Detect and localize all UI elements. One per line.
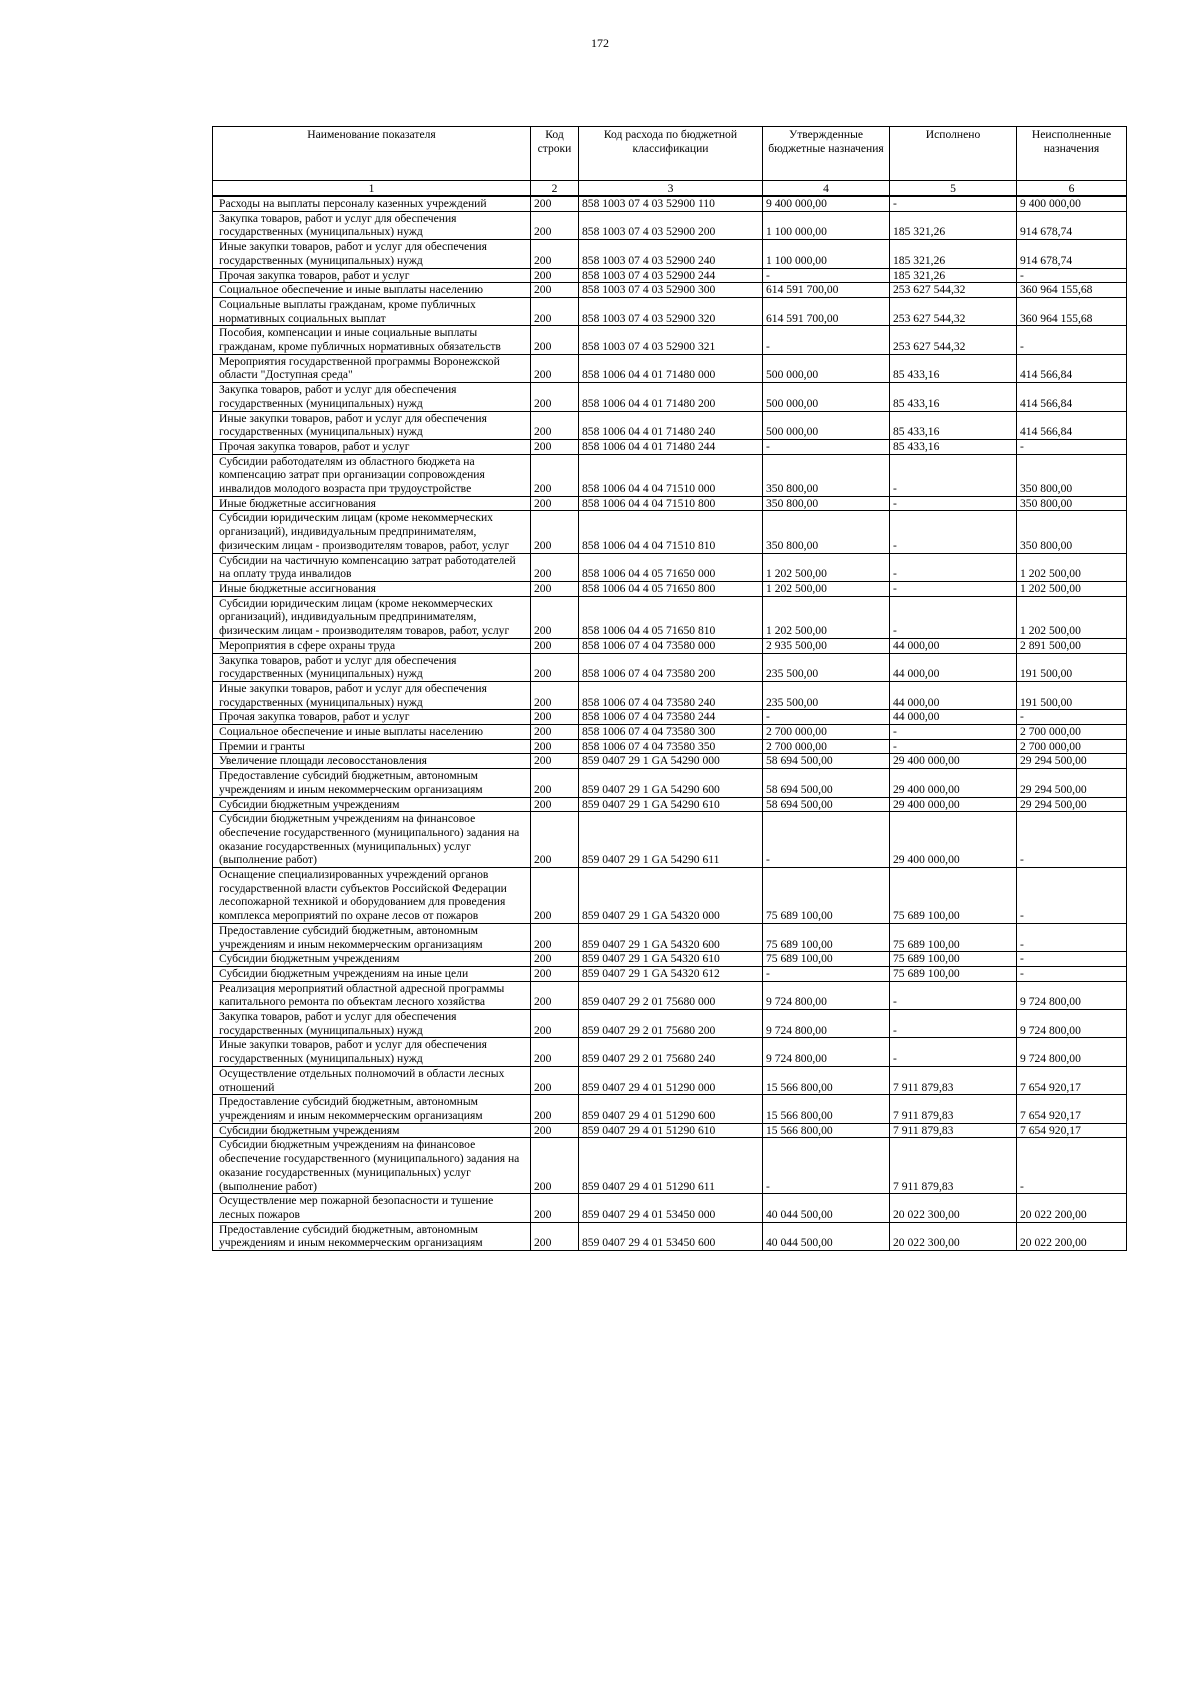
indicator-name-cell: Субсидии бюджетным учреждениям	[213, 952, 531, 967]
line-code-cell: 200	[531, 553, 579, 581]
table-row	[213, 283, 1127, 298]
executed-amount-cell: 44 000,00	[890, 638, 1017, 653]
indicator-name-cell: Закупка товаров, работ и услуг для обеспечения государственных (муниципальных) нужд	[213, 653, 531, 681]
classification-code-cell: 858 1006 07 4 04 73580 200	[579, 653, 763, 681]
approved-amount-cell: 58 694 500,00	[763, 754, 890, 769]
line-code-cell: 200	[531, 240, 579, 268]
table-row	[213, 710, 1127, 725]
unexecuted-amount-cell: 9 724 800,00	[1017, 1010, 1127, 1038]
indicator-name-cell: Прочая закупка товаров, работ и услуг	[213, 439, 531, 454]
unexecuted-amount-cell: -	[1017, 923, 1127, 951]
classification-code-cell: 858 1003 07 4 03 52900 240	[579, 240, 763, 268]
classification-code-cell: 859 0407 29 4 01 53450 600	[579, 1222, 763, 1250]
approved-amount-cell: 350 800,00	[763, 454, 890, 496]
classification-code-cell: 858 1006 07 4 04 73580 240	[579, 681, 763, 709]
classification-code-cell: 859 0407 29 4 01 51290 600	[579, 1095, 763, 1123]
table-row	[213, 496, 1127, 511]
approved-amount-cell: 1 202 500,00	[763, 596, 890, 638]
line-code-cell: 200	[531, 411, 579, 439]
approved-amount-cell: 9 400 000,00	[763, 196, 890, 211]
executed-amount-cell: 253 627 544,32	[890, 297, 1017, 325]
table-row	[213, 596, 1127, 638]
executed-amount-cell: 7 911 879,83	[890, 1095, 1017, 1123]
table-row	[213, 439, 1127, 454]
table-row	[213, 966, 1127, 981]
indicator-name-cell: Социальные выплаты гражданам, кроме публичных нормативных социальных выплат	[213, 297, 531, 325]
table-row	[213, 739, 1127, 754]
executed-amount-cell: 85 433,16	[890, 354, 1017, 382]
classification-code-cell: 859 0407 29 1 GA 54290 600	[579, 769, 763, 797]
page-number: 172	[591, 36, 609, 50]
classification-code-cell: 858 1003 07 4 03 52900 110	[579, 196, 763, 211]
indicator-name-cell: Субсидии бюджетным учреждениям на финансовое обеспечение государственного (муниципального) задания на оказание государственных (муниципальных) услуг (выполнение работ)	[213, 812, 531, 868]
unexecuted-amount-cell: 1 202 500,00	[1017, 581, 1127, 596]
approved-amount-cell: 500 000,00	[763, 411, 890, 439]
unexecuted-amount-cell: 20 022 200,00	[1017, 1222, 1127, 1250]
header-line-code: Код строки	[531, 127, 579, 181]
line-code-cell: 200	[531, 725, 579, 740]
unexecuted-amount-cell: 191 500,00	[1017, 681, 1127, 709]
approved-amount-cell: 75 689 100,00	[763, 952, 890, 967]
line-code-cell: 200	[531, 439, 579, 454]
indicator-name-cell: Социальное обеспечение и иные выплаты населению	[213, 283, 531, 298]
unexecuted-amount-cell: 1 202 500,00	[1017, 596, 1127, 638]
line-code-cell: 200	[531, 739, 579, 754]
table-row	[213, 268, 1127, 283]
table-row	[213, 868, 1127, 924]
unexecuted-amount-cell: 29 294 500,00	[1017, 754, 1127, 769]
line-code-cell: 200	[531, 211, 579, 239]
unexecuted-amount-cell: -	[1017, 966, 1127, 981]
approved-amount-cell: 58 694 500,00	[763, 769, 890, 797]
column-number: 5	[890, 181, 1017, 197]
executed-amount-cell: 7 911 879,83	[890, 1066, 1017, 1094]
table-row	[213, 211, 1127, 239]
indicator-name-cell: Субсидии работодателям из областного бюджета на компенсацию затрат при организации сопровождения инвалидов молодого возраста при трудоустройстве	[213, 454, 531, 496]
approved-amount-cell: 58 694 500,00	[763, 797, 890, 812]
executed-amount-cell: 75 689 100,00	[890, 923, 1017, 951]
unexecuted-amount-cell: 414 566,84	[1017, 411, 1127, 439]
unexecuted-amount-cell: 2 700 000,00	[1017, 739, 1127, 754]
executed-amount-cell: 185 321,26	[890, 240, 1017, 268]
line-code-cell: 200	[531, 581, 579, 596]
table-body	[213, 196, 1127, 1251]
unexecuted-amount-cell: 2 891 500,00	[1017, 638, 1127, 653]
table-row	[213, 653, 1127, 681]
classification-code-cell: 858 1006 04 4 04 71510 800	[579, 496, 763, 511]
approved-amount-cell: 9 724 800,00	[763, 1038, 890, 1066]
indicator-name-cell: Иные закупки товаров, работ и услуг для обеспечения государственных (муниципальных) нужд	[213, 240, 531, 268]
executed-amount-cell: 185 321,26	[890, 211, 1017, 239]
unexecuted-amount-cell: 414 566,84	[1017, 383, 1127, 411]
line-code-cell: 200	[531, 1038, 579, 1066]
classification-code-cell: 858 1006 07 4 04 73580 000	[579, 638, 763, 653]
executed-amount-cell: 85 433,16	[890, 383, 1017, 411]
classification-code-cell: 859 0407 29 4 01 53450 000	[579, 1194, 763, 1222]
approved-amount-cell: -	[763, 326, 890, 354]
unexecuted-amount-cell: 2 700 000,00	[1017, 725, 1127, 740]
unexecuted-amount-cell: -	[1017, 439, 1127, 454]
executed-amount-cell: -	[890, 454, 1017, 496]
table-row	[213, 383, 1127, 411]
indicator-name-cell: Закупка товаров, работ и услуг для обеспечения государственных (муниципальных) нужд	[213, 211, 531, 239]
indicator-name-cell: Предоставление субсидий бюджетным, автономным учреждениям и иным некоммерческим организациям	[213, 769, 531, 797]
indicator-name-cell: Прочая закупка товаров, работ и услуг	[213, 268, 531, 283]
line-code-cell: 200	[531, 268, 579, 283]
line-code-cell: 200	[531, 952, 579, 967]
approved-amount-cell: 235 500,00	[763, 653, 890, 681]
approved-amount-cell: 40 044 500,00	[763, 1194, 890, 1222]
indicator-name-cell: Социальное обеспечение и иные выплаты населению	[213, 725, 531, 740]
indicator-name-cell: Осуществление мер пожарной безопасности и тушение лесных пожаров	[213, 1194, 531, 1222]
executed-amount-cell: 29 400 000,00	[890, 754, 1017, 769]
executed-amount-cell: 20 022 300,00	[890, 1194, 1017, 1222]
unexecuted-amount-cell: -	[1017, 812, 1127, 868]
approved-amount-cell: 1 100 000,00	[763, 240, 890, 268]
indicator-name-cell: Увеличение площади лесовосстановления	[213, 754, 531, 769]
unexecuted-amount-cell: 360 964 155,68	[1017, 297, 1127, 325]
line-code-cell: 200	[531, 383, 579, 411]
indicator-name-cell: Премии и гранты	[213, 739, 531, 754]
approved-amount-cell: 2 935 500,00	[763, 638, 890, 653]
table-row	[213, 1194, 1127, 1222]
indicator-name-cell: Иные закупки товаров, работ и услуг для обеспечения государственных (муниципальных) нужд	[213, 1038, 531, 1066]
column-number: 2	[531, 181, 579, 197]
classification-code-cell: 858 1006 04 4 04 71510 000	[579, 454, 763, 496]
classification-code-cell: 859 0407 29 2 01 75680 000	[579, 981, 763, 1009]
table-row	[213, 297, 1127, 325]
approved-amount-cell: 500 000,00	[763, 383, 890, 411]
indicator-name-cell: Субсидии бюджетным учреждениям	[213, 797, 531, 812]
classification-code-cell: 859 0407 29 1 GA 54320 612	[579, 966, 763, 981]
classification-code-cell: 858 1006 04 4 05 71650 000	[579, 553, 763, 581]
executed-amount-cell: 253 627 544,32	[890, 326, 1017, 354]
table-row	[213, 196, 1127, 211]
executed-amount-cell: 75 689 100,00	[890, 952, 1017, 967]
approved-amount-cell: 350 800,00	[763, 511, 890, 553]
indicator-name-cell: Иные закупки товаров, работ и услуг для обеспечения государственных (муниципальных) нужд	[213, 681, 531, 709]
executed-amount-cell: -	[890, 981, 1017, 1009]
executed-amount-cell: 85 433,16	[890, 439, 1017, 454]
line-code-cell: 200	[531, 196, 579, 211]
approved-amount-cell: 15 566 800,00	[763, 1066, 890, 1094]
line-code-cell: 200	[531, 966, 579, 981]
table-row	[213, 1123, 1127, 1138]
approved-amount-cell: 40 044 500,00	[763, 1222, 890, 1250]
indicator-name-cell: Предоставление субсидий бюджетным, автономным учреждениям и иным некоммерческим организациям	[213, 1095, 531, 1123]
classification-code-cell: 858 1006 04 4 01 71480 244	[579, 439, 763, 454]
header-approved: Утвержденные бюджетные назначения	[763, 127, 890, 181]
column-number: 6	[1017, 181, 1127, 197]
executed-amount-cell: 44 000,00	[890, 710, 1017, 725]
approved-amount-cell: 614 591 700,00	[763, 297, 890, 325]
line-code-cell: 200	[531, 1066, 579, 1094]
line-code-cell: 200	[531, 754, 579, 769]
indicator-name-cell: Иные бюджетные ассигнования	[213, 581, 531, 596]
unexecuted-amount-cell: -	[1017, 268, 1127, 283]
indicator-name-cell: Оснащение специализированных учреждений органов государственной власти субъектов Российской Федерации лесопожарной техникой и оборудованием для проведения комплекса мероприятий по охране лесов от пожаров	[213, 868, 531, 924]
classification-code-cell: 859 0407 29 1 GA 54320 610	[579, 952, 763, 967]
line-code-cell: 200	[531, 1138, 579, 1194]
executed-amount-cell: -	[890, 553, 1017, 581]
executed-amount-cell: 29 400 000,00	[890, 812, 1017, 868]
approved-amount-cell: -	[763, 268, 890, 283]
line-code-cell: 200	[531, 326, 579, 354]
table-row	[213, 812, 1127, 868]
table-row	[213, 511, 1127, 553]
line-code-cell: 200	[531, 354, 579, 382]
line-code-cell: 200	[531, 769, 579, 797]
line-code-cell: 200	[531, 923, 579, 951]
classification-code-cell: 858 1003 07 4 03 52900 300	[579, 283, 763, 298]
indicator-name-cell: Субсидии бюджетным учреждениям на иные цели	[213, 966, 531, 981]
approved-amount-cell: 614 591 700,00	[763, 283, 890, 298]
executed-amount-cell: 253 627 544,32	[890, 283, 1017, 298]
indicator-name-cell: Прочая закупка товаров, работ и услуг	[213, 710, 531, 725]
executed-amount-cell: -	[890, 496, 1017, 511]
approved-amount-cell: 1 202 500,00	[763, 581, 890, 596]
executed-amount-cell: -	[890, 1038, 1017, 1066]
approved-amount-cell: 500 000,00	[763, 354, 890, 382]
table-header	[213, 127, 1127, 197]
indicator-name-cell: Пособия, компенсации и иные социальные выплаты гражданам, кроме публичных нормативных обязательств	[213, 326, 531, 354]
line-code-cell: 200	[531, 981, 579, 1009]
table-row	[213, 354, 1127, 382]
classification-code-cell: 858 1006 04 4 04 71510 810	[579, 511, 763, 553]
unexecuted-amount-cell: 360 964 155,68	[1017, 283, 1127, 298]
executed-amount-cell: 75 689 100,00	[890, 868, 1017, 924]
unexecuted-amount-cell: 29 294 500,00	[1017, 797, 1127, 812]
line-code-cell: 200	[531, 1194, 579, 1222]
table-row	[213, 923, 1127, 951]
executed-amount-cell: 20 022 300,00	[890, 1222, 1017, 1250]
classification-code-cell: 859 0407 29 1 GA 54290 610	[579, 797, 763, 812]
indicator-name-cell: Мероприятия в сфере охраны труда	[213, 638, 531, 653]
executed-amount-cell: 75 689 100,00	[890, 966, 1017, 981]
table-row	[213, 326, 1127, 354]
table-row	[213, 1222, 1127, 1250]
table-row	[213, 769, 1127, 797]
unexecuted-amount-cell: 7 654 920,17	[1017, 1123, 1127, 1138]
line-code-cell: 200	[531, 1010, 579, 1038]
line-code-cell: 200	[531, 681, 579, 709]
approved-amount-cell: -	[763, 812, 890, 868]
table-row	[213, 754, 1127, 769]
classification-code-cell: 859 0407 29 2 01 75680 200	[579, 1010, 763, 1038]
line-code-cell: 200	[531, 511, 579, 553]
classification-code-cell: 858 1003 07 4 03 52900 200	[579, 211, 763, 239]
executed-amount-cell: 44 000,00	[890, 653, 1017, 681]
indicator-name-cell: Субсидии юридическим лицам (кроме некоммерческих организаций), индивидуальным предпринимателям, физическим лицам - производителям товаров, работ, услуг	[213, 511, 531, 553]
indicator-name-cell: Иные бюджетные ассигнования	[213, 496, 531, 511]
executed-amount-cell: -	[890, 511, 1017, 553]
classification-code-cell: 858 1006 04 4 01 71480 000	[579, 354, 763, 382]
header-unexecuted: Неисполненные назначения	[1017, 127, 1127, 181]
approved-amount-cell: 2 700 000,00	[763, 739, 890, 754]
approved-amount-cell: 75 689 100,00	[763, 868, 890, 924]
indicator-name-cell: Субсидии бюджетным учреждениям	[213, 1123, 531, 1138]
unexecuted-amount-cell: 914 678,74	[1017, 240, 1127, 268]
classification-code-cell: 859 0407 29 2 01 75680 240	[579, 1038, 763, 1066]
approved-amount-cell: -	[763, 439, 890, 454]
classification-code-cell: 858 1003 07 4 03 52900 244	[579, 268, 763, 283]
line-code-cell: 200	[531, 1123, 579, 1138]
classification-code-cell: 859 0407 29 4 01 51290 611	[579, 1138, 763, 1194]
executed-amount-cell: -	[890, 725, 1017, 740]
executed-amount-cell: 85 433,16	[890, 411, 1017, 439]
executed-amount-cell: 44 000,00	[890, 681, 1017, 709]
executed-amount-cell: 7 911 879,83	[890, 1123, 1017, 1138]
line-code-cell: 200	[531, 1222, 579, 1250]
unexecuted-amount-cell: -	[1017, 952, 1127, 967]
header-row	[213, 127, 1127, 181]
table-row	[213, 725, 1127, 740]
indicator-name-cell: Иные закупки товаров, работ и услуг для обеспечения государственных (муниципальных) нужд	[213, 411, 531, 439]
approved-amount-cell: 9 724 800,00	[763, 981, 890, 1009]
line-code-cell: 200	[531, 653, 579, 681]
unexecuted-amount-cell: 350 800,00	[1017, 496, 1127, 511]
line-code-cell: 200	[531, 710, 579, 725]
unexecuted-amount-cell: 7 654 920,17	[1017, 1066, 1127, 1094]
unexecuted-amount-cell: 9 724 800,00	[1017, 1038, 1127, 1066]
table-row	[213, 240, 1127, 268]
indicator-name-cell: Субсидии бюджетным учреждениям на финансовое обеспечение государственного (муниципального) задания на оказание государственных (муниципальных) услуг (выполнение работ)	[213, 1138, 531, 1194]
executed-amount-cell: 7 911 879,83	[890, 1138, 1017, 1194]
approved-amount-cell: 75 689 100,00	[763, 923, 890, 951]
unexecuted-amount-cell: 350 800,00	[1017, 454, 1127, 496]
unexecuted-amount-cell: 7 654 920,17	[1017, 1095, 1127, 1123]
line-code-cell: 200	[531, 496, 579, 511]
approved-amount-cell: 2 700 000,00	[763, 725, 890, 740]
classification-code-cell: 858 1006 07 4 04 73580 350	[579, 739, 763, 754]
table-row	[213, 1138, 1127, 1194]
indicator-name-cell: Субсидии на частичную компенсацию затрат работодателей на оплату труда инвалидов	[213, 553, 531, 581]
line-code-cell: 200	[531, 454, 579, 496]
indicator-name-cell: Предоставление субсидий бюджетным, автономным учреждениям и иным некоммерческим организациям	[213, 1222, 531, 1250]
table-row	[213, 411, 1127, 439]
table-row	[213, 952, 1127, 967]
line-code-cell: 200	[531, 868, 579, 924]
approved-amount-cell: -	[763, 1138, 890, 1194]
header-executed: Исполнено	[890, 127, 1017, 181]
line-code-cell: 200	[531, 1095, 579, 1123]
indicator-name-cell: Реализация мероприятий областной адресной программы капитального ремонта по объектам лесного хозяйства	[213, 981, 531, 1009]
executed-amount-cell: -	[890, 596, 1017, 638]
executed-amount-cell: -	[890, 196, 1017, 211]
classification-code-cell: 858 1006 07 4 04 73580 244	[579, 710, 763, 725]
budget-execution-table	[212, 126, 1127, 1251]
line-code-cell: 200	[531, 812, 579, 868]
classification-code-cell: 859 0407 29 1 GA 54290 000	[579, 754, 763, 769]
table-row	[213, 1066, 1127, 1094]
table-row	[213, 797, 1127, 812]
executed-amount-cell: 185 321,26	[890, 268, 1017, 283]
unexecuted-amount-cell: 20 022 200,00	[1017, 1194, 1127, 1222]
approved-amount-cell: 9 724 800,00	[763, 1010, 890, 1038]
classification-code-cell: 859 0407 29 1 GA 54320 000	[579, 868, 763, 924]
table-row	[213, 681, 1127, 709]
unexecuted-amount-cell: 350 800,00	[1017, 511, 1127, 553]
approved-amount-cell: -	[763, 710, 890, 725]
classification-code-cell: 859 0407 29 4 01 51290 000	[579, 1066, 763, 1094]
indicator-name-cell: Субсидии юридическим лицам (кроме некоммерческих организаций), индивидуальным предпринимателям, физическим лицам - производителям товаров, работ, услуг	[213, 596, 531, 638]
indicator-name-cell: Мероприятия государственной программы Воронежской области "Доступная среда"	[213, 354, 531, 382]
indicator-name-cell: Закупка товаров, работ и услуг для обеспечения государственных (муниципальных) нужд	[213, 1010, 531, 1038]
table-row	[213, 581, 1127, 596]
classification-code-cell: 859 0407 29 1 GA 54290 611	[579, 812, 763, 868]
classification-code-cell: 859 0407 29 4 01 51290 610	[579, 1123, 763, 1138]
executed-amount-cell: -	[890, 1010, 1017, 1038]
table-row	[213, 553, 1127, 581]
approved-amount-cell: 15 566 800,00	[763, 1095, 890, 1123]
classification-code-cell: 859 0407 29 1 GA 54320 600	[579, 923, 763, 951]
approved-amount-cell: 15 566 800,00	[763, 1123, 890, 1138]
header-classification-code: Код расхода по бюджетной классификации	[579, 127, 763, 181]
line-code-cell: 200	[531, 638, 579, 653]
indicator-name-cell: Осуществление отдельных полномочий в области лесных отношений	[213, 1066, 531, 1094]
unexecuted-amount-cell: 9 400 000,00	[1017, 196, 1127, 211]
classification-code-cell: 858 1003 07 4 03 52900 320	[579, 297, 763, 325]
unexecuted-amount-cell: -	[1017, 326, 1127, 354]
header-indicator-name: Наименование показателя	[213, 127, 531, 181]
column-number: 1	[213, 181, 531, 197]
table-row	[213, 1038, 1127, 1066]
classification-code-cell: 858 1006 04 4 05 71650 800	[579, 581, 763, 596]
unexecuted-amount-cell: 29 294 500,00	[1017, 769, 1127, 797]
executed-amount-cell: 29 400 000,00	[890, 797, 1017, 812]
classification-code-cell: 858 1006 07 4 04 73580 300	[579, 725, 763, 740]
column-number: 4	[763, 181, 890, 197]
approved-amount-cell: 1 100 000,00	[763, 211, 890, 239]
classification-code-cell: 858 1003 07 4 03 52900 321	[579, 326, 763, 354]
indicator-name-cell: Предоставление субсидий бюджетным, автономным учреждениям и иным некоммерческим организациям	[213, 923, 531, 951]
executed-amount-cell: -	[890, 581, 1017, 596]
column-number: 3	[579, 181, 763, 197]
unexecuted-amount-cell: 191 500,00	[1017, 653, 1127, 681]
approved-amount-cell: 350 800,00	[763, 496, 890, 511]
classification-code-cell: 858 1006 04 4 01 71480 240	[579, 411, 763, 439]
line-code-cell: 200	[531, 297, 579, 325]
unexecuted-amount-cell: -	[1017, 1138, 1127, 1194]
table-row	[213, 1095, 1127, 1123]
classification-code-cell: 858 1006 04 4 05 71650 810	[579, 596, 763, 638]
indicator-name-cell: Расходы на выплаты персоналу казенных учреждений	[213, 196, 531, 211]
unexecuted-amount-cell: 1 202 500,00	[1017, 553, 1127, 581]
table-row	[213, 981, 1127, 1009]
unexecuted-amount-cell: 914 678,74	[1017, 211, 1127, 239]
approved-amount-cell: 1 202 500,00	[763, 553, 890, 581]
line-code-cell: 200	[531, 596, 579, 638]
line-code-cell: 200	[531, 797, 579, 812]
line-code-cell: 200	[531, 283, 579, 298]
unexecuted-amount-cell: -	[1017, 868, 1127, 924]
table-row	[213, 638, 1127, 653]
unexecuted-amount-cell: -	[1017, 710, 1127, 725]
indicator-name-cell: Закупка товаров, работ и услуг для обеспечения государственных (муниципальных) нужд	[213, 383, 531, 411]
table-row	[213, 1010, 1127, 1038]
executed-amount-cell: -	[890, 739, 1017, 754]
table-row	[213, 454, 1127, 496]
column-number-row	[213, 181, 1127, 197]
approved-amount-cell: 235 500,00	[763, 681, 890, 709]
approved-amount-cell: -	[763, 966, 890, 981]
unexecuted-amount-cell: 414 566,84	[1017, 354, 1127, 382]
unexecuted-amount-cell: 9 724 800,00	[1017, 981, 1127, 1009]
executed-amount-cell: 29 400 000,00	[890, 769, 1017, 797]
classification-code-cell: 858 1006 04 4 01 71480 200	[579, 383, 763, 411]
